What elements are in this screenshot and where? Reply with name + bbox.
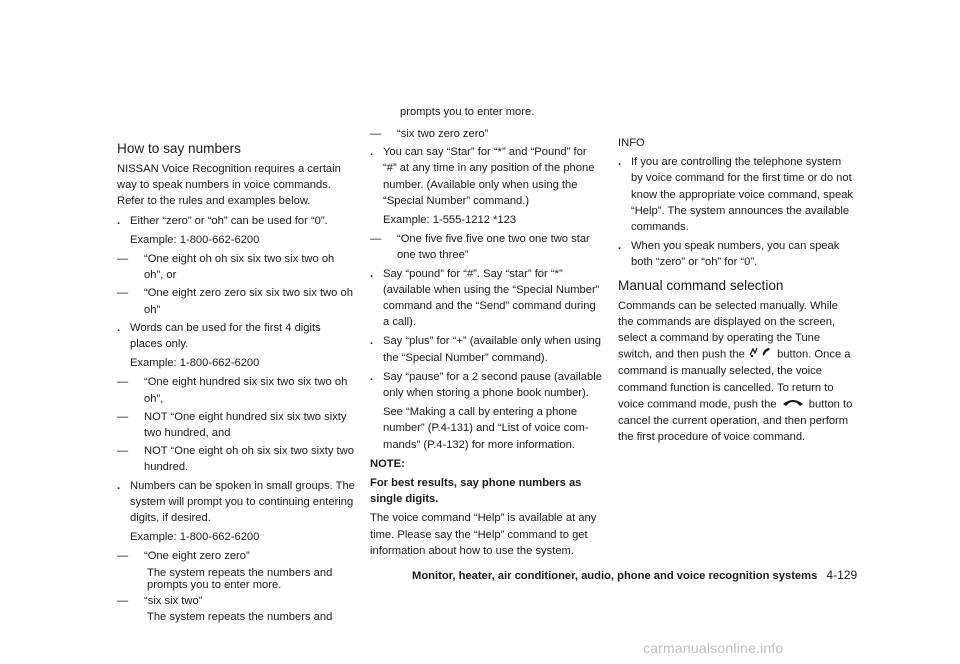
example-text: NOT “One eight oh oh six six two sixty two hundred.: [144, 445, 354, 474]
example-note: The system repeats the numbers and prompts you to enter more.: [147, 566, 333, 591]
bullet-mark: .: [117, 214, 121, 227]
list-item: [370, 369, 602, 401]
bullet-text: Say “pause” for a 2 second pause (available only when storing a phone book number).: [383, 370, 602, 400]
intro-paragraph: NISSAN Voice Recognition requires a certain way to speak numbers in voice commands. Refer to the rules and examples below.: [117, 163, 341, 208]
dash-mark: —: [370, 233, 382, 246]
dash-mark: —: [117, 550, 129, 563]
list-item: [618, 154, 854, 235]
watermark: carmanualsonline.info: [643, 640, 784, 656]
example-text: “One eight zero zero”: [144, 550, 250, 563]
example-text: “six two zero zero”: [397, 128, 489, 140]
list-item: [117, 213, 355, 229]
bullet-text: Say “plus” for “+” (available only when using the “Special Number” command).: [383, 335, 601, 364]
example-text: “One eight zero zero six six two six two oh oh”: [144, 287, 353, 316]
example-text: NOT “One eight hundred six six two sixty two hundred, and: [144, 410, 347, 440]
section-heading-manual: Manual command selection: [618, 277, 784, 293]
example-text: “One five five five one two one two star one two three”: [397, 233, 590, 262]
help-paragraph: The voice command “Help” is available at any time. Please say the “Help” command to get information about how to use the system.: [370, 512, 597, 557]
bullet-text: If you are controlling the telephone system by voice command for the first time or do not know the appropriate voice command, speak “Help”. The system announces the available commands.: [631, 156, 854, 234]
footer-title: Monitor, heater, air conditioner, audio, phone and voice recognition systems: [412, 570, 818, 582]
bullet-mark: .: [117, 321, 121, 334]
bullet-mark: .: [370, 370, 374, 383]
manual-paragraph: [618, 298, 854, 446]
list-item: [618, 238, 854, 270]
dash-mark: —: [117, 253, 129, 266]
note-text: For best results, say phone numbers as single digits.: [370, 477, 582, 506]
manual-text-part2: button. Once a command is manually selected, the voice command function is cancelled. To return to voice command mode, push the: [618, 348, 851, 411]
list-item: [370, 333, 602, 365]
bullet-text: Either “zero” or “oh” can be used for “0”.: [130, 214, 328, 227]
bullet-mark: .: [370, 267, 374, 280]
bullet-mark: .: [618, 240, 622, 253]
column-2: [370, 104, 602, 562]
bullet-text: Say “pound” for “#”. Say “star” for “*” (available when using the “Special Number” command and the “Send” command during a call).: [383, 267, 600, 329]
note-label: NOTE:: [370, 457, 405, 470]
list-item: [370, 144, 602, 209]
bullet-text: Words can be used for the first 4 digits places only.: [130, 321, 321, 351]
dash-mark: —: [117, 376, 129, 389]
dash-mark: —: [117, 594, 129, 607]
page-footer: [412, 568, 867, 582]
dash-mark: —: [117, 445, 129, 458]
bullet-mark: .: [618, 156, 622, 169]
bullet-text: When you speak numbers, you can speak both “zero” or “oh” for “0”.: [631, 240, 840, 269]
example-item: [117, 593, 355, 609]
example-item: [370, 126, 602, 142]
column-3: [618, 135, 854, 448]
example-item: [117, 409, 355, 441]
example-item: [117, 374, 355, 406]
bullet-mark: .: [370, 146, 374, 159]
example-line: Example: 1-800-662-6200: [130, 233, 260, 246]
section-heading-numbers: How to say numbers: [117, 141, 241, 156]
dash-mark: —: [117, 287, 129, 300]
manual-text-part1: Commands can be selected manually. While the commands are displayed on the screen, select a command by operating the Tune switch, and then push the: [618, 299, 838, 361]
list-item: [117, 320, 355, 352]
list-item: [370, 266, 602, 331]
example-text: “One eight oh oh six six two six two oh oh”, or: [144, 253, 335, 282]
page-number: 4-129: [826, 568, 858, 582]
list-item: [117, 478, 355, 527]
dash-mark: —: [117, 410, 129, 423]
example-item: [117, 251, 355, 283]
example-item: [117, 285, 355, 317]
example-text: “six six two”: [144, 594, 203, 607]
example-line: Example: 1-555-1212 *123: [383, 214, 517, 227]
bullet-mark: .: [117, 479, 121, 492]
example-line: Example: 1-800-662-6200: [130, 357, 260, 370]
info-label: INFO: [618, 137, 645, 149]
see-reference: See “Making a call by entering a phone number” (P.4-131) and “List of voice com-mands” (P.4-132) for more information.: [383, 406, 589, 451]
bullet-text: You can say “Star” for “*” and “Pound” for “#” at any time in any position of the phone number. (Available only when using the “Special Number” command.): [383, 146, 595, 207]
column-1: [117, 140, 355, 625]
example-item: [117, 548, 355, 564]
bullet-mark: .: [370, 335, 374, 348]
example-note-continued: prompts you to enter more.: [400, 106, 535, 118]
example-text: “One eight hundred six six two six two oh oh”,: [144, 376, 348, 405]
example-item: [370, 231, 602, 263]
dash-mark: —: [370, 128, 382, 140]
bullet-text: Numbers can be spoken in small groups. The system will prompt you to continuing entering digits, if desired.: [130, 479, 355, 525]
example-item: [117, 443, 355, 475]
manual-text-part3: button to cancel the current operation, and then perform the first procedure of voice command.: [618, 398, 853, 444]
example-note: The system repeats the numbers and: [147, 610, 333, 623]
hang-up-icon: [780, 396, 806, 413]
example-line: Example: 1-800-662-6200: [130, 531, 260, 544]
talk-phone-icon: [748, 346, 774, 363]
